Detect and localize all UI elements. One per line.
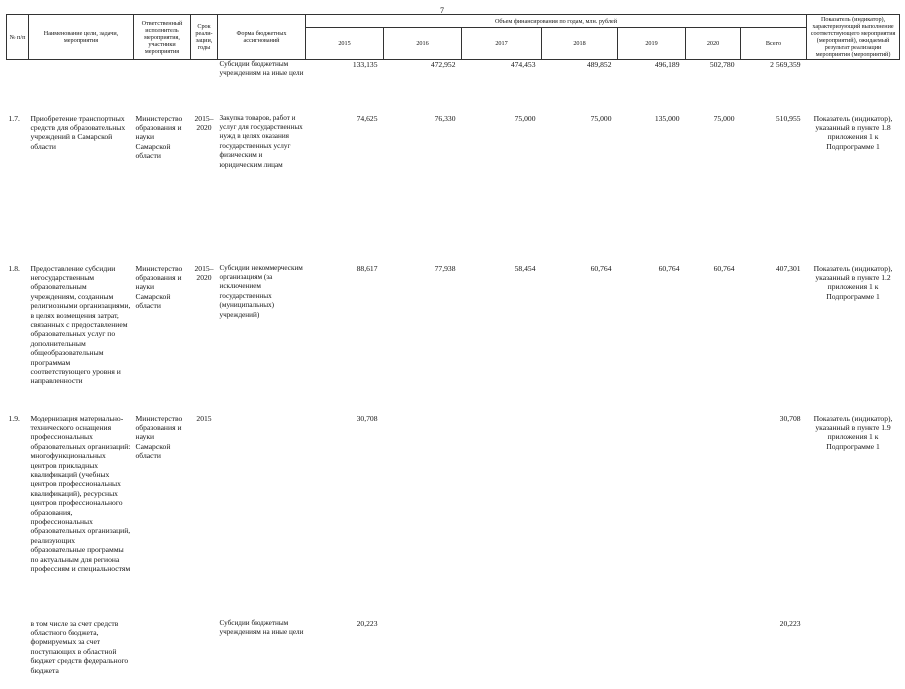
table-row <box>7 114 900 264</box>
row-executor: Министерство образования и науки Самарской области <box>135 413 183 461</box>
row-form: Субсидии некоммерческим организациям (за исключением государственных (муниципальных) учреждений) <box>219 263 303 319</box>
row-indicator <box>807 619 900 689</box>
row-value: 75,000 <box>713 113 735 123</box>
row-number: 1.8. <box>8 263 20 273</box>
row-value: 20,223 <box>356 618 378 628</box>
header-name: Наименование цели, задачи, мероприятия <box>29 15 134 60</box>
row-name: Предоставление субсидии негосударственным образовательным учреждениям, созданным религиозными организациями, в целях возмещения затрат, связанных с предоставлением образовательных услуг по дополнительным общеобразовательным программам соответствующего уровня и направленности <box>30 263 131 386</box>
header-executor: Ответственный исполнитель мероприятия, участники мероприятия <box>134 15 191 60</box>
header-year: 2018 <box>542 28 618 60</box>
row-period: 2015–2020 <box>194 263 214 282</box>
row-indicator <box>807 60 900 114</box>
row-value <box>462 619 542 689</box>
row-value: 75,000 <box>514 113 536 123</box>
row-value <box>542 619 618 689</box>
row-name <box>29 60 134 114</box>
row-number: 1.7. <box>8 113 20 123</box>
header-period: Срок реали-зации, годы <box>191 15 218 60</box>
row-value: 489,852 <box>586 60 612 69</box>
row-name: Модернизация материально-технического оснащения профессиональных образовательных организаций: многофункциональных центров прикладных квалификаций (учебных центров профессиональных квалификаций), ресурсных центров профессионального образования, профессиональных образовательных организаций, реализующих образовательные программы по актуальным для региона профессиям и специальностям <box>30 413 131 573</box>
row-value: 60,764 <box>590 263 612 273</box>
row-period: 2015–2020 <box>194 113 214 132</box>
table-header <box>7 15 900 60</box>
header-year: 2019 <box>618 28 686 60</box>
header-indicator: Показатель (индикатор), характеризующий выполнение соответствующего мероприятия (мероприятий), ожидаемый результат реализации мероприятия (мероприятий) <box>807 15 900 60</box>
header-form: Форма бюджетных ассигнований <box>218 15 306 60</box>
row-value: 474,453 <box>510 60 536 69</box>
table-row <box>7 619 900 689</box>
row-total: 30,708 <box>779 413 801 423</box>
row-value: 60,764 <box>658 263 680 273</box>
row-value: 30,708 <box>356 413 378 423</box>
row-indicator: Показатель (индикатор), указанный в пункте 1.9 приложения 1 к Подпрограмме 1 <box>813 413 893 451</box>
row-form: Субсидии бюджетным учреждениям на иные цели <box>219 618 304 636</box>
row-form <box>218 414 306 619</box>
row-value <box>618 619 686 689</box>
row-period <box>191 60 218 114</box>
row-number: 1.9. <box>8 413 20 423</box>
row-indicator: Показатель (индикатор), указанный в пункте 1.8 приложения 1 к Подпрограмме 1 <box>813 113 893 151</box>
table-row <box>7 414 900 619</box>
row-value: 133,135 <box>352 60 378 69</box>
budget-table <box>6 14 900 689</box>
row-indicator: Показатель (индикатор), указанный в пункте 1.2 приложения 1 к Подпрограмме 1 <box>813 263 893 301</box>
row-value <box>384 619 462 689</box>
row-value: 472,952 <box>430 60 456 69</box>
row-value: 74,625 <box>356 113 378 123</box>
row-executor: Министерство образования и науки Самарской области <box>135 263 183 311</box>
header-year: 2020 <box>686 28 741 60</box>
row-value: 75,000 <box>590 113 612 123</box>
row-total: 20,223 <box>779 618 801 628</box>
row-name: в том числе за счет средств областного бюджета, формируемых за счет поступающих в областной бюджет средств федерального бюджета <box>30 618 129 675</box>
row-value: 496,189 <box>654 60 680 69</box>
header-total: Всего <box>741 28 807 60</box>
row-executor: Министерство образования и науки Самарской области <box>135 113 183 161</box>
header-year: 2015 <box>306 28 384 60</box>
row-value: 88,617 <box>356 263 378 273</box>
row-total: 2 569,359 <box>770 60 801 69</box>
row-value: 60,764 <box>713 263 735 273</box>
row-form: Субсидии бюджетным учреждениям на иные цели <box>219 60 304 78</box>
row-executor <box>134 619 191 689</box>
row-value: 77,938 <box>434 263 456 273</box>
row-value <box>384 414 462 619</box>
row-total: 407,301 <box>775 263 801 273</box>
row-period: 2015 <box>196 413 212 423</box>
row-number <box>7 60 29 114</box>
row-value <box>618 414 686 619</box>
header-year: 2017 <box>462 28 542 60</box>
row-total: 510,955 <box>775 113 801 123</box>
row-value: 58,454 <box>514 263 536 273</box>
row-value <box>542 414 618 619</box>
row-value: 502,780 <box>709 60 735 69</box>
table-row <box>7 60 900 114</box>
header-no: № п/п <box>7 15 29 60</box>
table-row <box>7 264 900 414</box>
row-value: 135,000 <box>654 113 680 123</box>
row-value <box>686 619 741 689</box>
row-executor <box>134 60 191 114</box>
page-mark: 7 <box>440 6 444 15</box>
header-year: 2016 <box>384 28 462 60</box>
row-name: Приобретение транспортных средств для образовательных учреждений в Самарской области <box>30 113 126 151</box>
row-number <box>7 619 29 689</box>
row-period <box>191 619 218 689</box>
row-value <box>462 414 542 619</box>
row-value <box>686 414 741 619</box>
row-value: 76,330 <box>434 113 456 123</box>
header-funding: Объем финансирования по годам, млн. рублей <box>306 15 807 28</box>
row-form: Закупка товаров, работ и услуг для государственных нужд в целях оказания государственных услуг физическим и юридическим лицам <box>219 113 303 169</box>
